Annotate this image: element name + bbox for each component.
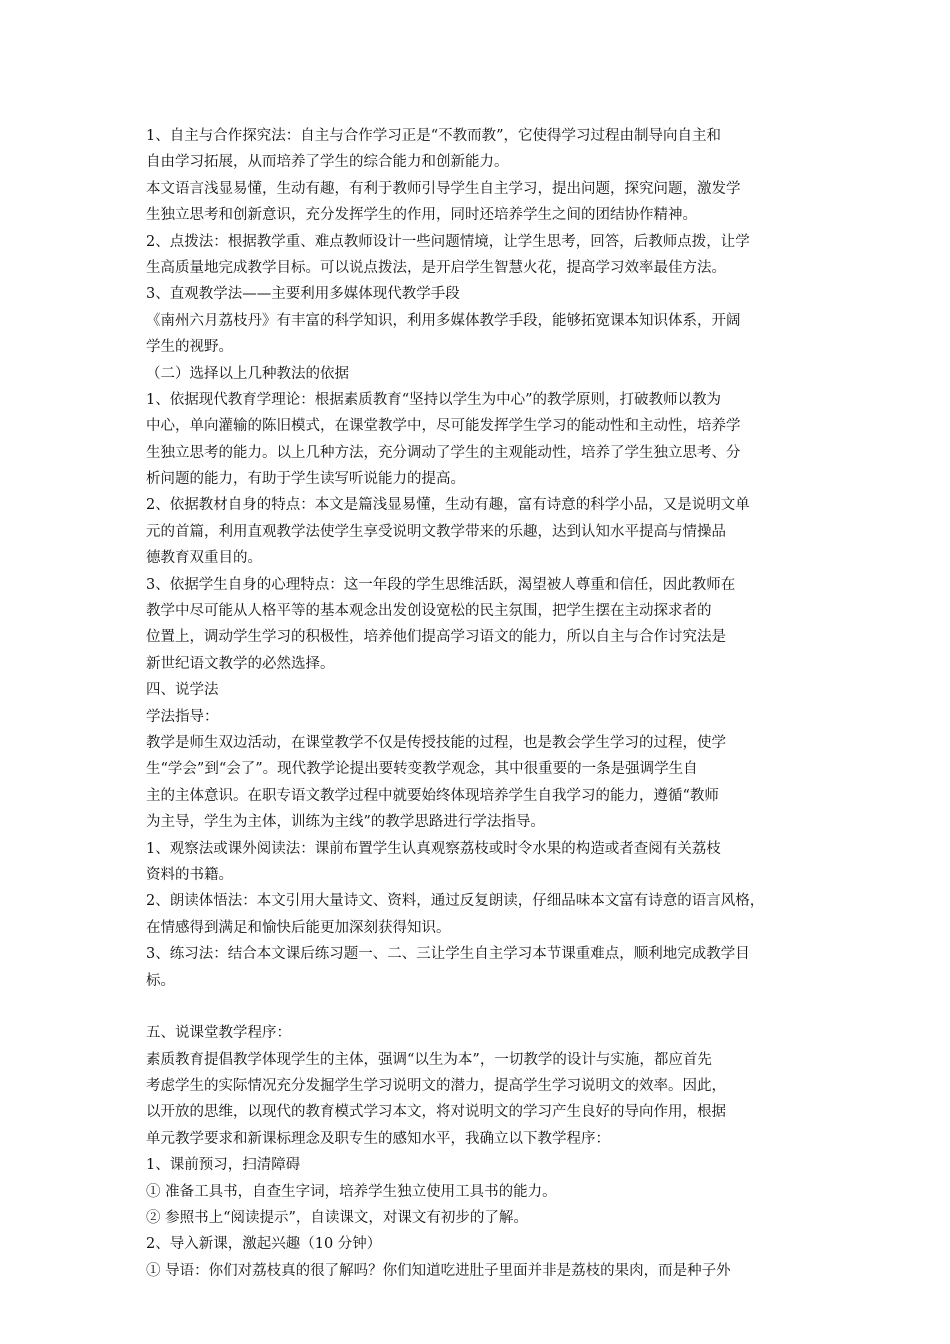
text-line: 析问题的能力，有助于学生读写听说能力的提高。 — [146, 471, 465, 488]
text-line: 四、说学法 — [146, 682, 219, 699]
text-line: 2、朗读体悟法：本文引用大量诗文、资料，通过反复朗读，仔细品味本文富有诗意的语言风格， — [146, 893, 765, 910]
text-line: 在情感得到满足和愉快后能更加深刻获得知识。 — [146, 919, 451, 936]
text-line: 学生的视野。 — [146, 339, 233, 356]
text-line: 元的首篇，利用直观教学法使学生享受说明文教学带来的乐趣，达到认知水平提高与情操品 — [146, 523, 726, 540]
document-body — [146, 123, 814, 1284]
text-line: 教学是师生双边活动，在课堂教学不仅是传授技能的过程，也是教会学生学习的过程，使学 — [146, 734, 726, 751]
text-line: ② 参照书上“阅读提示”，自读课文，对课文有初步的了解。 — [146, 1210, 528, 1227]
text-line: 3、直观教学法——主要利用多媒体现代教学手段 — [146, 286, 460, 303]
text-line: 新世纪语文教学的必然选择。 — [146, 655, 335, 672]
text-line: 1、自主与合作探究法：自主与合作学习正是“不教而教”，它使得学习过程由制导向自主和 — [146, 128, 722, 144]
text-line: 《南州六月荔枝丹》有丰富的科学知识，利用多媒体教学手段，能够拓宽课本知识体系，开阔 — [146, 312, 741, 329]
text-line: 2、点拨法：根据教学重、难点教师设计一些问题情境，让学生思考，回答，后教师点拨，让学 — [146, 233, 750, 250]
text-line: 1、观察法或课外阅读法：课前布置学生认真观察荔枝或时令水果的构造或者查阅有关荔枝 — [146, 840, 721, 857]
text-line: 生独立思考的能力。以上几种方法，充分调动了学生的主观能动性，培养了学生独立思考、分 — [146, 444, 741, 461]
text-line: ① 导语：你们对荔枝真的很了解吗？你们知道吃进肚子里面并非是荔枝的果肉，而是种子外 — [146, 1262, 731, 1279]
text-line: 学法指导： — [146, 708, 219, 725]
text-line: 位置上，调动学生学习的积极性，培养他们提高学习语文的能力，所以自主与合作讨究法是 — [146, 629, 726, 646]
text-line: 2、依据教材自身的特点：本文是篇浅显易懂，生动有趣，富有诗意的科学小品，又是说明文单 — [146, 497, 750, 514]
text-line: 德教育双重目的。 — [146, 550, 262, 567]
text-line: 生“学会”到“会了”。现代教学论提出要转变教学观念，其中很重要的一条是强调学生自 — [146, 761, 698, 778]
text-line: 单元教学要求和新课标理念及职专生的感知水平，我确立以下教学程序： — [146, 1130, 610, 1147]
text-line: ① 准备工具书，自查生字词，培养学生独立使用工具书的能力。 — [146, 1183, 557, 1200]
text-line: 自由学习拓展，从而培养了学生的综合能力和创新能力。 — [146, 154, 509, 171]
text-line: 为主导，学生为主体，训练为主线”的教学思路进行学法指导。 — [146, 814, 545, 831]
text-line: 以开放的思维，以现代的教育模式学习本文，将对说明文的学习产生良好的导向作用，根据 — [146, 1104, 726, 1121]
text-line: 生高质量地完成教学目标。可以说点拨法，是开启学生智慧火花，提高学习效率最佳方法。 — [146, 259, 726, 276]
text-line: 五、说课堂教学程序： — [146, 1025, 291, 1042]
text-line: 资料的书籍。 — [146, 866, 233, 883]
text-line: 生独立思考和创新意识，充分发挥学生的作用，同时还培养学生之间的团结协作精神。 — [146, 207, 697, 224]
text-line: （二）选择以上几种教法的依据 — [146, 365, 349, 382]
text-line: 1、课前预习，扫清障碍 — [146, 1157, 301, 1174]
text-line: 中心，单向灌输的陈旧模式，在课堂教学中，尽可能发挥学生学习的能动性和主动性，培养学 — [146, 418, 741, 435]
text-line: 2、导入新课，激起兴趣（10 分钟） — [146, 1236, 382, 1253]
blank-line — [146, 994, 814, 1020]
text-line: 素质教育提倡教学体现学生的主体，强调“以生为本”，一切教学的设计与实施，都应首先 — [146, 1051, 712, 1068]
text-line: 3、练习法：结合本文课后练习题一、二、三让学生自主学习本节课重难点，顺利地完成教学目 — [146, 946, 750, 963]
text-line: 标。 — [146, 972, 175, 989]
text-line: 考虑学生的实际情况充分发掘学生学习说明文的潜力，提高学生学习说明文的效率。因此， — [146, 1078, 726, 1095]
text-line: 主的主体意识。在职专语文教学过程中就要始终体现培养学生自我学习的能力，遵循“教师 — [146, 787, 719, 804]
text-line: 1、依据现代教育学理论：根据素质教育“坚持以学生为中心”的教学原则，打破教师以教为 — [146, 391, 722, 408]
text-line: 教学中尽可能从人格平等的基本观念出发创设宽松的民主氛围，把学生摆在主动探求者的 — [146, 603, 712, 620]
text-line: 本文语言浅显易懂，生动有趣，有利于教师引导学生自主学习，提出问题，探究问题，激发学 — [146, 180, 741, 197]
text-line: 3、依据学生自身的心理特点：这一年段的学生思维活跃，渴望被人尊重和信任，因此教师在 — [146, 576, 736, 593]
